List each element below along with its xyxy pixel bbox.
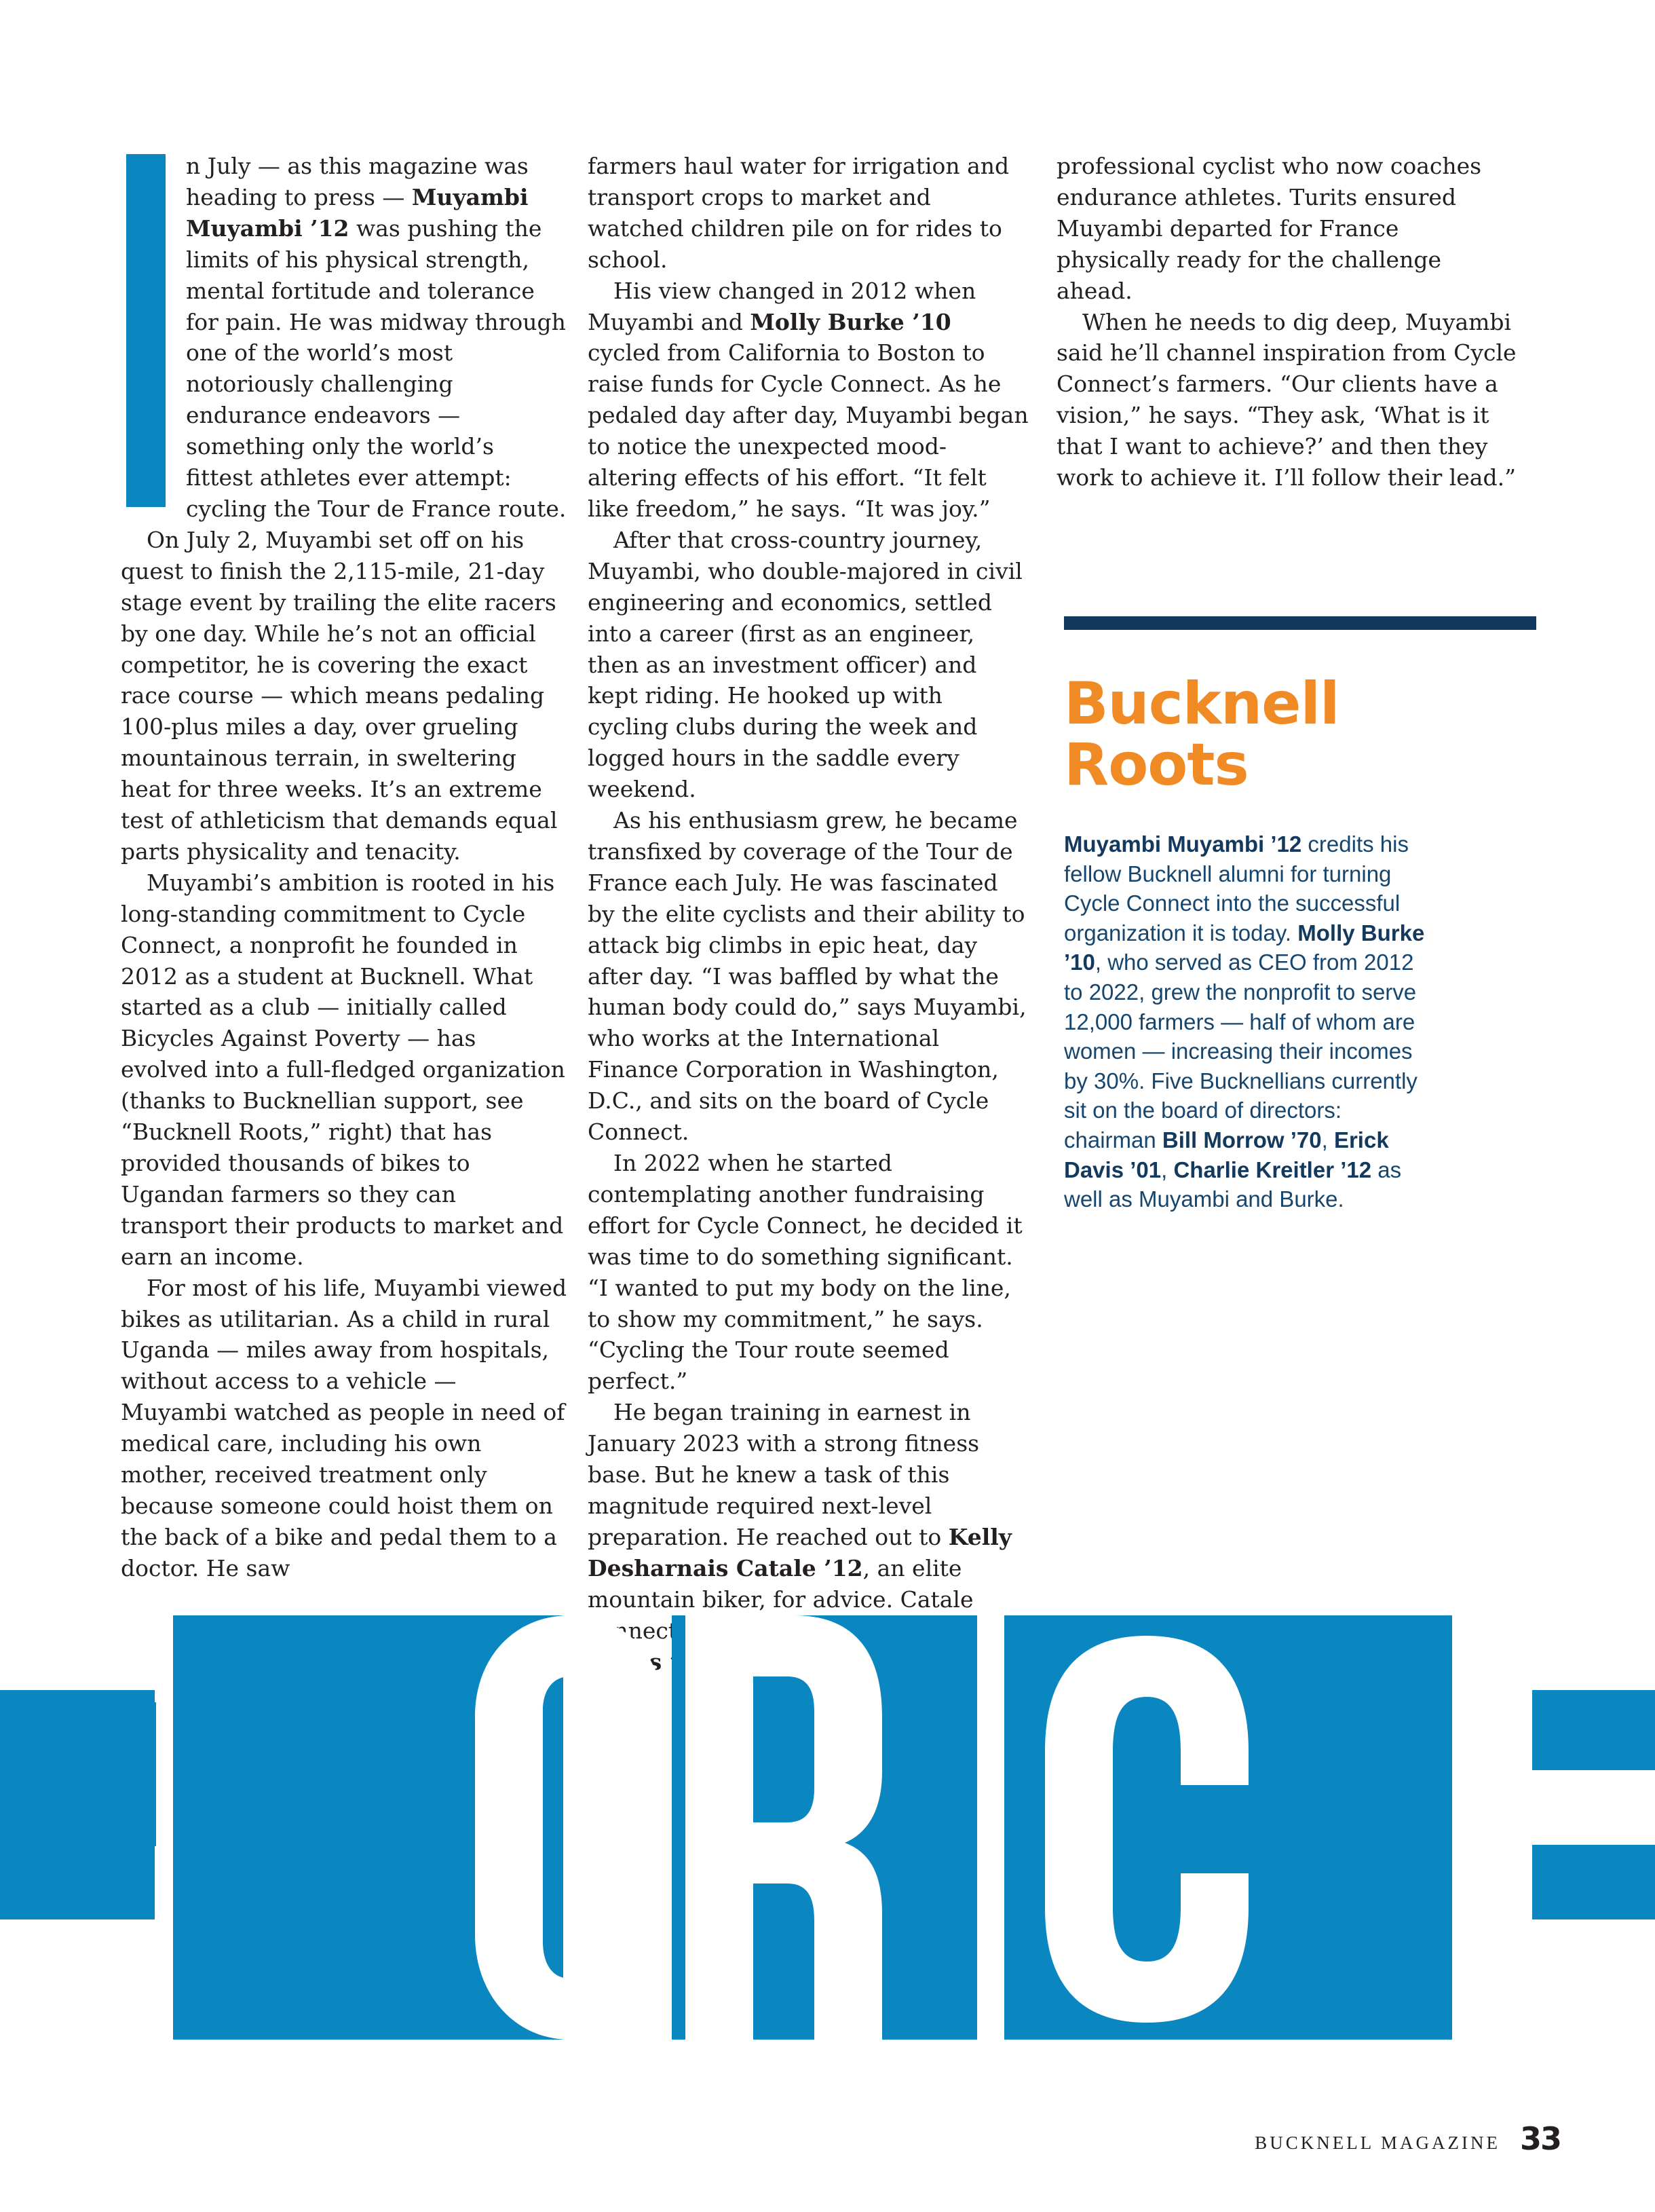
article-paragraph: On July 2, Muyambi set off on his quest to finish the 2,115-mile, 21-day stage event by trailing the elite racers by one day. While he’s not an official competitor, he is covering the exact race course — which means pedaling 100-plus miles a day, over grueling mountainous terrain, in sweltering heat for three weeks. It’s an extreme test of athleticism that demands equal parts physicality and tenacity.	[121, 526, 558, 865]
article-paragraph: farmers haul water for irrigation and transport crops to market and watched children pile on for rides to school.	[588, 153, 1010, 273]
sidebar-divider	[1064, 616, 1536, 630]
bold-name: Muyambi Muyambi ’12	[1064, 831, 1302, 857]
sidebar-title-line-1: Bucknell	[1064, 670, 1339, 738]
article-paragraph: His view changed in 2012 when Muyambi and Molly Burke ’10 cycled from California to Boston to raise funds for Cycle Connect. As he pedaled day after day, Muyambi began to notice the unexpected mood-altering effects of his effort. “It felt like freedom,” he says. “It was joy.”	[588, 277, 1029, 522]
bold-name: Bill Morrow ’70	[1162, 1127, 1322, 1152]
article-paragraph: After that cross-country journey, Muyambi, who double-majored in civil engineering and economics, settled into a career (first as an engineer, then as an investment officer) and kept riding. He hooked up with cycling clubs during the week and logged hours in the saddle every weekend.	[588, 526, 1023, 803]
article-column-1	[121, 151, 567, 1584]
bold-name: Charlie Kreitler ’12	[1173, 1157, 1372, 1182]
drop-cap-letter	[126, 154, 166, 507]
article-column-3	[1057, 151, 1518, 493]
article-paragraph: In 2022 when he started contemplating another fundraising effort for Cycle Connect, he decided it was time to do something significant. “I wanted to put my body on the line, to show my commitment,” he says. “Cycling the Tour route seemed perfect.”	[588, 1150, 1023, 1395]
sidebar-title	[1064, 670, 1525, 799]
bold-name: Erick Davis ’01	[1064, 1127, 1389, 1182]
article-paragraph: For most of his life, Muyambi viewed bikes as utilitarian. As a child in rural Uganda — miles away from hospitals, without access to a vehicle — Muyambi watched as people in need of medical care, including his own mother, received treatment only because someone could hoist them on the back of a bike and pedal them to a doctor. He saw	[121, 1274, 567, 1581]
letter-e-bar-middle	[1532, 1845, 1655, 1919]
letter-f-bar-middle	[0, 1768, 115, 1843]
page-number: 33	[1520, 2120, 1561, 2157]
sidebar-title-line-2: Roots	[1064, 731, 1249, 799]
article-paragraph: When he needs to dig deep, Muyambi said he’ll channel inspiration from Cycle Connect’s farmers. “Our clients have a vision,” he says. “They ask, ‘What is it that I want to achieve?’ and then they work to achieve it. I’ll follow their lead.”	[1057, 308, 1517, 491]
bold-name: Molly Burke ’10	[1064, 920, 1425, 975]
force-headline-graphic	[0, 1615, 1655, 2040]
article-paragraph: He began training in earnest in January 2023 with a strong fitness base. But he knew a task of this magnitude required next-level preparation. He reached out to Kelly Desharnais Catale ’12, an elite mountain biker, for advice. Catale connected	[588, 1397, 1029, 1677]
bold-name: Muyambi Muyambi ’12	[186, 183, 529, 242]
article-paragraph: As his enthusiasm grew, he became transfixed by coverage of the Tour de France each July. He was fascinated by the elite cyclists and their ability to attack big climbs in epic heat, day after day. “I was baffled by what the human body could do,” says Muyambi, who works at the International Finance Corporation in Washington, D.C., and sits on the board of Cycle Connect.	[588, 807, 1027, 1146]
article-paragraph: n July — as this magazine was heading to press — Muyambi Muyambi ’12 was pushing the limits of his physical strength, mental fortitude and tolerance for pain. He was midway through one of the world’s most notoriously challenging endurance endeavors — something only the world’s fittest athletes ever attempt: cycling the Tour de France route.	[186, 153, 567, 522]
bold-name: Kelly Desharnais Catale ’12	[588, 1523, 1012, 1581]
footer-publication-name: BUCKNELL MAGAZINE	[1255, 2133, 1500, 2153]
article-paragraph: professional cyclist who now coaches endurance athletes. Turits ensured Muyambi departed for France physically ready for the challenge ahead.	[1057, 153, 1482, 304]
bold-name: Molly Burke ’10	[750, 308, 951, 335]
article-column-2	[588, 151, 1029, 1677]
article-paragraph: Muyambi’s ambition is rooted in his long-standing commitment to Cycle Connect, a nonprofit he founded in 2012 as a student at Bucknell. What started as a club — initially called Bicycles Against Poverty — has evolved into a full-fledged organization (thanks to Bucknellian support, see “Bucknell Roots,” right) that has provided thousands of bikes to Ugandan farmers so they can transport their products to market and earn an income.	[121, 869, 565, 1270]
letter-e-bar-top	[1532, 1690, 1655, 1770]
sidebar-body: Muyambi Muyambi ’12 credits his fellow Bucknell alumni for turning Cycle Connect into the successful organization it is today. Molly Burke ’10, who served as CEO from 2012 to 2022, grew the nonprofit to serve 12,000 farmers — half of whom are women — increasing their incomes by 30%. Five Bucknellians currently sit on the board of directors: chairman Bill Morrow ’70, Erick Davis ’01, Charlie Kreitler ’12 as well as Muyambi and Burke.	[1064, 831, 1425, 1212]
letter-o	[475, 1615, 665, 2040]
force-graphic-svg	[0, 1615, 1655, 2040]
